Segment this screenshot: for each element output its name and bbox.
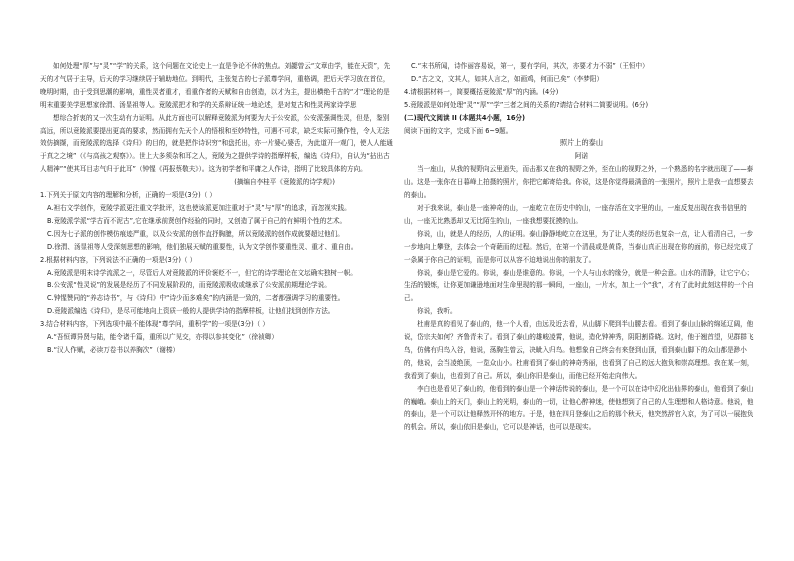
- question-5-stem: 5.竟陵派是如何处理“灵”“厚”“学”三者之间的关系的?请结合材料二简要说明。(6分): [404, 100, 649, 109]
- passage-paragraph: 想综合折衷的又一次生动有力证明。从此方面也可以解释竟陵派为何要为大于公安派，公安派强调性灵，但是，鉴别高远，所以竟陵派要提出更高的要求，然而拥有先天个人的悟根和至妙特性，可遇不可求，缺乏实际可操作性，令人无法效仿摘撷，而竟陵派的选择《诗归》的目的，就是把作诗识穷“和盘托出，亦一片婆心婆舌，为此道开一观门，使人人能通于真之之境”（《与高孩之观察》）。世上大多须杂和耳之人，竟陵为之提供学诗的指摩样板，编选《诗归》，自认为“拈出古人精神”“使其耳目志气归于此耳”（钟惺《再报蔡敬夫》）。这为初学者和平庸之人作诗，指明了比较具体的方向。: [40, 113, 393, 174]
- question-1-option-a: A.袒右文学创作，竟陵学派更注重文学批评，这也使该派更加注重对于“灵”与“厚”的追求，而忽视实践。: [47, 203, 351, 212]
- story-title: 照片上的泰山: [559, 138, 604, 148]
- source-note: (摘编自李桂平《竟陵派的诗学观》): [234, 178, 335, 187]
- question-2-stem: 2.根据材料内容，下列说法不正确的一项是(3分)（ ）: [40, 255, 197, 264]
- story-paragraph: 当一座山，从我的视野向云里逍失，而击那又在我的视野之外，至在山的视野之外，一个熟悉的名字就出现了——泰山。这是一张你在日暮峰上拍摄的照片，你把它邮寄给我。你说，这是你觉得最满意的一张照片，照片上是我一直想要去的泰山。: [404, 165, 754, 200]
- question-2-option-a: A.竟陵派是明末诗学流派之一，尽管后人对竟陵派的评价褒贬不一，但它的诗学理论在文坛确实独树一帜。: [47, 268, 357, 277]
- question-1-option-c: C.因为七子派的创作模仿痕迹严重，以及公安派的创作直抒胸臆，所以竟陵派的创作成就要超过他们。: [47, 229, 344, 238]
- story-paragraph: 你说，山，就是人的经历，人的证明。泰山静静地屹立在这里，为了让人类的经历也复杂一点，让人看清自己，一步一步地向上攀登，去体会一个奇葩而的过程。然后，在第一个清晨或是黄昏，当泰山真正出现在你的面前，你已经完成了一条属于你自己的证明，而是你可以从容不迫地说出你的朋友了。: [404, 229, 754, 264]
- story-paragraph: 你说，我听。: [417, 307, 457, 316]
- question-1-option-d: D.徐渭、汤显祖等人受深刻思想的影响，他们独展天赋的重要性，认为文学创作要重性灵、重才、重自由。: [47, 242, 358, 251]
- question-4-stem: 4.请根据材料一，简要概括竟陵派“厚”的内涵。(4分): [404, 87, 559, 96]
- question-3-option-c: C.“末书所闻，诗作丽容易说，第一，要有学问，其次，亦要才力不弱”（王恒中）: [411, 62, 649, 70]
- question-3-option-d: D.“古之文，文其人，如其人言之，如画鸡，何而已矣”（李梦阳）: [411, 74, 604, 83]
- story-paragraph: 李白也是看见了泰山的，他看到的泰山是一个神话传说的泰山，是一个可以在诗中幻化出仙界的泰山，他看到了泰山的巍峨。泰山上的天门，泰山上的光明，泰山的一切，让他心醉神迷，使他想到了自己的人生理想和人格诗意。他说，他的泰山，是一个可以让他释然开怀的地方。于是，他在四月登泰山之后的那个秋天，他突然辞官入京，为了可以一展抱负的机会。所以，泰山依旧是泰山，它可以是神话，也可以是现实。: [404, 384, 754, 432]
- passage-paragraph: 如何处理“厚”与“灵”“学”的关系，这个问题在文论史上一直是争论不休的焦点。刘勰曾云“文章由学，能在天资”，先天的才气居于主导，后天的学习继续居于辅助地位。到明代，主张复古的七子派尊学问，重格调，把后天学习放在首位，晚明时期，由于受到思潮的影响，重性灵者重才，看重作者的天赋和自由创造，以才为主，提出横绝千古的“才”理论的是明末重要美学思想家徐渭、汤显祖等人。竟陵派把才和学的关系辩证统一地论述，是对复古和性灵两家诗学思: [40, 62, 391, 109]
- question-2-option-b: B.公安派“性灵说”的发展是经历了不同发展阶段的，而竟陵派吸收或继承了公安派前期理论学说。: [47, 281, 331, 290]
- question-1-stem: 1.下列关于原文内容的理解和分析，正确的一项是(3分)（ ）: [40, 191, 216, 200]
- story-author: 阿诺: [574, 152, 589, 161]
- question-3-stem: 3.结合材料内容，下列选项中最不能体现“尊学问，重积学”的一项是(3分)（ ）: [40, 320, 269, 329]
- question-2-option-d: D.竟陵派编选《诗归》，是尽可能地向上资质一般的人提供学诗的指摩样板，让他们找到创作方法。: [47, 307, 335, 316]
- section-heading: (二)现代文阅读 II (本题共4小题，16分): [404, 113, 526, 122]
- section-instruction: 阅读下面的文字，完成下面 6~9题。: [404, 126, 513, 135]
- story-paragraph: 对于我来说，泰山是一座神奇的山，一座屹立在历史中的山，一座存活在文字里的山，一座反复出现在我书信里的山，一座无比熟悉却又无比陌生的山，一座我想要抚摸的山。: [404, 203, 747, 225]
- left-column: [40, 60, 395, 357]
- question-3-option-b: B.“汉人作赋，必读万卷书以养胸次”（谢榛）: [47, 345, 180, 354]
- question-2-option-c: C.钟惺赞同的“养志诗书”，与《诗归》中“诗少而多难矣”的内涵是一致的，二者都强调学习的重要性。: [47, 294, 345, 303]
- question-3-option-a: A.“吾恒谭异贤与陆，能令诸千篇，重所以广见交，亦得以参其变化”（徐祯卿）: [47, 333, 278, 342]
- question-1-option-b: B.竟陵派学派“学古而不泥古”,它在继承前贤创作经验的同时，又创造了属于自己的有鲜明个性的艺术。: [47, 216, 347, 225]
- story-paragraph: 你说，泰山是它爱的。你说，泰山是谁意的。你说，一个人与山水的缘分，就是一种会意。山水的清静，让它宁心；生活的锻炼，让你更加谦逊地面对生命里现的那一瞬间，一座山，一片水，加上一个“我”，才有了此时此刻这样的一个自己。: [404, 268, 754, 303]
- right-column: [404, 60, 759, 434]
- story-paragraph: 杜甫是真的看见了泰山的，他一个人看，由远及近去看，从山脚下爬到半山腰去看。看到了泰山山脉的绵延辽阔，他说，岱宗夫如何？齐鲁青未了。看到了泰山的雄峻凌霄，他说，造化钟神秀，阴阳割昏晓。这时，他于翘首望，见群群飞鸟，仿佛有归鸟入谷，他说，荡胸生曾云，决眦入归鸟。他想象自己终会有来登到山顶，看到泰山脚下的众山都是渺小的，他说，会当凌绝顶，一览众山小。杜甫看到了泰山的神奇秀丽，也看到了自己的远大抱负和崇高理想。我在某一刻，我看到了泰山，也看到了自己。所以，泰山你旧是泰山，而他已经开始走向伟大。: [404, 320, 754, 380]
